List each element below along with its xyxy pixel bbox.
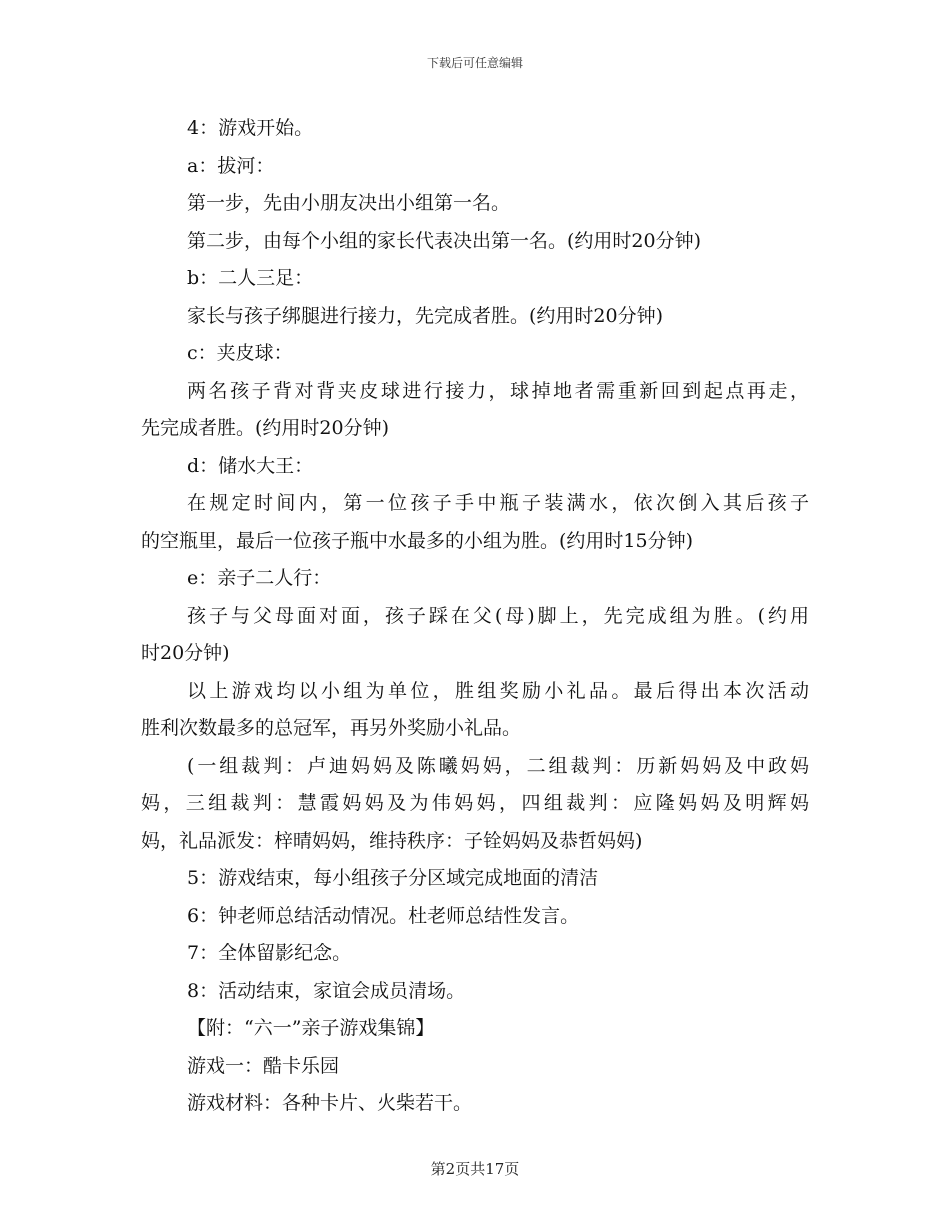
game-b-desc: 家长与孩子绑腿进行接力，先完成者胜。(约用时20分钟) <box>187 304 664 327</box>
game-e-title: e：亲子二人行： <box>187 567 332 589</box>
referees-line-2: 妈，三组裁判：慧霞妈妈及为伟妈妈，四组裁判：应隆妈妈及明辉妈 <box>141 792 809 814</box>
game-d-title: d：储水大王： <box>187 454 314 477</box>
step-5-line: 5：游戏结束，每小组孩子分区域完成地面的清洁 <box>187 867 599 889</box>
game-d-desc-1: 在规定时间内，第一位孩子手中瓶子装满水，依次倒入其后孩子 <box>187 492 809 514</box>
appendix-title: 【附：“六一”亲子游戏集锦】 <box>187 1017 435 1039</box>
game-one-title: 游戏一：酷卡乐园 <box>187 1054 340 1077</box>
step-4-line: 4：游戏开始。 <box>187 117 314 139</box>
page-header: 下载后可任意编辑 <box>426 56 523 70</box>
game-a-title: a：拔河： <box>187 154 275 177</box>
summary-line-2: 胜利次数最多的总冠军，再另外奖励小礼品。 <box>141 717 522 739</box>
game-d-desc-2: 的空瓶里，最后一位孩子瓶中水最多的小组为胜。(约用时15分钟) <box>141 529 694 552</box>
page-number: 第2页共17页 <box>430 1160 520 1178</box>
game-e-desc-1: 孩子与父母面对面，孩子踩在父(母)脚上，先完成组为胜。(约用 <box>187 604 809 627</box>
game-c-title: c：夹皮球： <box>187 342 293 364</box>
game-a-step-2: 第二步，由每个小组的家长代表决出第一名。(约用时20分钟) <box>187 229 702 252</box>
step-7-line: 7：全体留影纪念。 <box>187 942 352 964</box>
referees-line-3: 妈，礼品派发：梓晴妈妈，维持秩序：子铨妈妈及恭哲妈妈) <box>141 829 643 852</box>
game-one-materials: 游戏材料：各种卡片、火柴若干。 <box>187 1092 473 1114</box>
document-body <box>141 110 809 1123</box>
game-a-step-1: 第一步，先由小朋友决出小组第一名。 <box>187 192 511 214</box>
game-e-desc-2: 时20分钟) <box>141 642 230 664</box>
step-6-line: 6：钟老师总结活动情况。杜老师总结性发言。 <box>187 904 580 927</box>
game-c-desc-2: 先完成者胜。(约用时20分钟) <box>141 417 390 439</box>
referees-line-1: (一组裁判：卢迪妈妈及陈曦妈妈，二组裁判：历新妈妈及中政妈 <box>187 754 809 777</box>
step-8-line: 8：活动结束，家谊会成员清场。 <box>187 979 466 1002</box>
game-b-title: b：二人三足： <box>187 267 314 289</box>
game-c-desc-1: 两名孩子背对背夹皮球进行接力，球掉地者需重新回到起点再走， <box>187 379 809 402</box>
summary-line-1: 以上游戏均以小组为单位，胜组奖励小礼品。最后得出本次活动 <box>187 679 809 702</box>
